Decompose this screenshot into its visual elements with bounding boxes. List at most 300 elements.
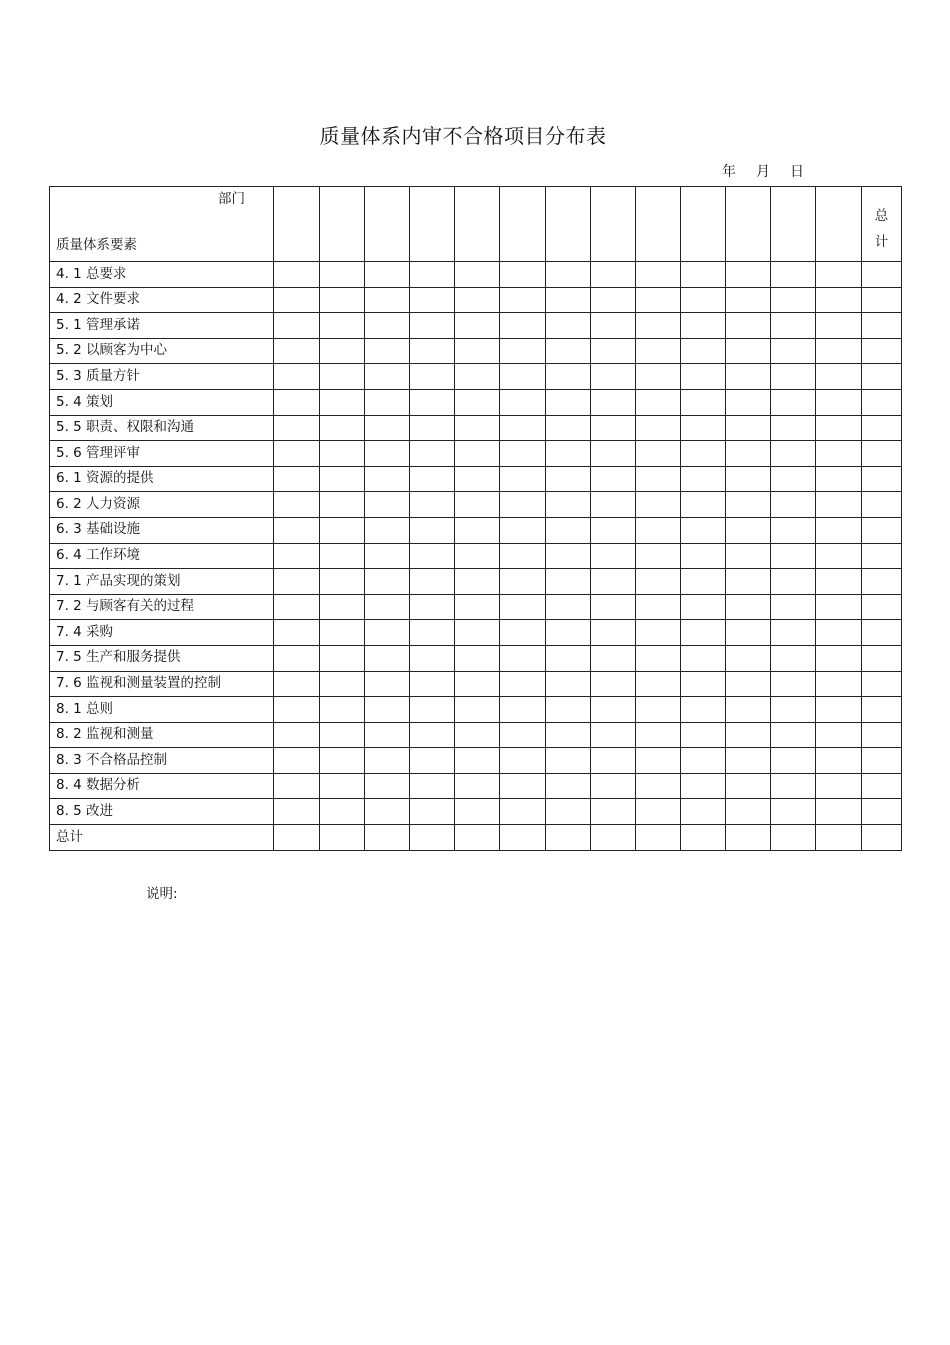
department-column-header[interactable] <box>410 187 455 262</box>
row-total-cell[interactable] <box>862 517 902 543</box>
count-cell[interactable] <box>546 313 591 339</box>
count-cell[interactable] <box>546 594 591 620</box>
count-cell[interactable] <box>771 799 816 825</box>
count-cell[interactable] <box>500 697 546 723</box>
count-cell[interactable] <box>546 671 591 697</box>
count-cell[interactable] <box>500 338 546 364</box>
count-cell[interactable] <box>455 543 500 569</box>
count-cell[interactable] <box>410 773 455 799</box>
count-cell[interactable] <box>771 569 816 595</box>
count-cell[interactable] <box>591 441 636 467</box>
count-cell[interactable] <box>726 492 771 518</box>
count-cell[interactable] <box>274 262 320 288</box>
count-cell[interactable] <box>816 697 862 723</box>
row-total-cell[interactable] <box>862 799 902 825</box>
count-cell[interactable] <box>726 799 771 825</box>
count-cell[interactable] <box>681 441 726 467</box>
count-cell[interactable] <box>726 466 771 492</box>
count-cell[interactable] <box>274 671 320 697</box>
count-cell[interactable] <box>500 389 546 415</box>
count-cell[interactable] <box>500 466 546 492</box>
count-cell[interactable] <box>410 415 455 441</box>
count-cell[interactable] <box>816 543 862 569</box>
count-cell[interactable] <box>771 338 816 364</box>
count-cell[interactable] <box>636 313 681 339</box>
count-cell[interactable] <box>410 748 455 774</box>
count-cell[interactable] <box>365 364 410 390</box>
count-cell[interactable] <box>591 466 636 492</box>
count-cell[interactable] <box>726 262 771 288</box>
count-cell[interactable] <box>365 492 410 518</box>
count-cell[interactable] <box>410 697 455 723</box>
count-cell[interactable] <box>681 389 726 415</box>
count-cell[interactable] <box>636 287 681 313</box>
row-total-cell[interactable] <box>862 697 902 723</box>
count-cell[interactable] <box>500 671 546 697</box>
count-cell[interactable] <box>636 441 681 467</box>
row-total-cell[interactable] <box>862 338 902 364</box>
count-cell[interactable] <box>410 594 455 620</box>
count-cell[interactable] <box>455 773 500 799</box>
count-cell[interactable] <box>365 389 410 415</box>
count-cell[interactable] <box>320 364 365 390</box>
count-cell[interactable] <box>816 287 862 313</box>
count-cell[interactable] <box>546 389 591 415</box>
count-cell[interactable] <box>681 543 726 569</box>
count-cell[interactable] <box>771 748 816 774</box>
row-total-cell[interactable] <box>862 313 902 339</box>
count-cell[interactable] <box>726 517 771 543</box>
department-column-header[interactable] <box>500 187 546 262</box>
count-cell[interactable] <box>274 645 320 671</box>
count-cell[interactable] <box>771 697 816 723</box>
count-cell[interactable] <box>546 748 591 774</box>
count-cell[interactable] <box>320 825 365 851</box>
count-cell[interactable] <box>500 645 546 671</box>
count-cell[interactable] <box>546 543 591 569</box>
count-cell[interactable] <box>636 517 681 543</box>
count-cell[interactable] <box>816 799 862 825</box>
count-cell[interactable] <box>681 825 726 851</box>
count-cell[interactable] <box>681 517 726 543</box>
count-cell[interactable] <box>591 594 636 620</box>
count-cell[interactable] <box>546 773 591 799</box>
count-cell[interactable] <box>726 645 771 671</box>
count-cell[interactable] <box>500 262 546 288</box>
count-cell[interactable] <box>771 364 816 390</box>
count-cell[interactable] <box>455 262 500 288</box>
count-cell[interactable] <box>816 517 862 543</box>
count-cell[interactable] <box>546 287 591 313</box>
count-cell[interactable] <box>771 620 816 646</box>
count-cell[interactable] <box>320 671 365 697</box>
count-cell[interactable] <box>455 645 500 671</box>
count-cell[interactable] <box>365 671 410 697</box>
count-cell[interactable] <box>365 466 410 492</box>
count-cell[interactable] <box>726 748 771 774</box>
row-total-cell[interactable] <box>862 722 902 748</box>
count-cell[interactable] <box>546 620 591 646</box>
count-cell[interactable] <box>410 569 455 595</box>
department-column-header[interactable] <box>771 187 816 262</box>
count-cell[interactable] <box>546 825 591 851</box>
count-cell[interactable] <box>320 594 365 620</box>
count-cell[interactable] <box>274 338 320 364</box>
count-cell[interactable] <box>365 313 410 339</box>
count-cell[interactable] <box>320 645 365 671</box>
count-cell[interactable] <box>274 825 320 851</box>
count-cell[interactable] <box>500 364 546 390</box>
row-total-cell[interactable] <box>862 748 902 774</box>
count-cell[interactable] <box>771 543 816 569</box>
count-cell[interactable] <box>500 415 546 441</box>
count-cell[interactable] <box>500 313 546 339</box>
count-cell[interactable] <box>591 543 636 569</box>
count-cell[interactable] <box>274 441 320 467</box>
count-cell[interactable] <box>320 466 365 492</box>
count-cell[interactable] <box>320 799 365 825</box>
row-total-cell[interactable] <box>862 543 902 569</box>
count-cell[interactable] <box>365 338 410 364</box>
department-column-header[interactable] <box>816 187 862 262</box>
count-cell[interactable] <box>365 517 410 543</box>
department-column-header[interactable] <box>726 187 771 262</box>
count-cell[interactable] <box>455 697 500 723</box>
count-cell[interactable] <box>455 364 500 390</box>
count-cell[interactable] <box>726 620 771 646</box>
count-cell[interactable] <box>636 645 681 671</box>
count-cell[interactable] <box>320 722 365 748</box>
count-cell[interactable] <box>816 338 862 364</box>
count-cell[interactable] <box>455 415 500 441</box>
count-cell[interactable] <box>546 517 591 543</box>
count-cell[interactable] <box>681 466 726 492</box>
count-cell[interactable] <box>771 415 816 441</box>
count-cell[interactable] <box>365 722 410 748</box>
row-total-cell[interactable] <box>862 645 902 671</box>
count-cell[interactable] <box>455 517 500 543</box>
count-cell[interactable] <box>410 466 455 492</box>
count-cell[interactable] <box>726 594 771 620</box>
count-cell[interactable] <box>274 517 320 543</box>
department-column-header[interactable] <box>591 187 636 262</box>
count-cell[interactable] <box>636 799 681 825</box>
count-cell[interactable] <box>816 492 862 518</box>
count-cell[interactable] <box>771 671 816 697</box>
count-cell[interactable] <box>546 645 591 671</box>
count-cell[interactable] <box>320 543 365 569</box>
count-cell[interactable] <box>274 543 320 569</box>
count-cell[interactable] <box>771 313 816 339</box>
count-cell[interactable] <box>816 671 862 697</box>
count-cell[interactable] <box>726 313 771 339</box>
count-cell[interactable] <box>410 338 455 364</box>
count-cell[interactable] <box>500 594 546 620</box>
count-cell[interactable] <box>500 441 546 467</box>
count-cell[interactable] <box>410 517 455 543</box>
count-cell[interactable] <box>591 313 636 339</box>
count-cell[interactable] <box>500 825 546 851</box>
count-cell[interactable] <box>636 364 681 390</box>
count-cell[interactable] <box>455 313 500 339</box>
count-cell[interactable] <box>546 799 591 825</box>
count-cell[interactable] <box>816 569 862 595</box>
count-cell[interactable] <box>546 415 591 441</box>
count-cell[interactable] <box>320 262 365 288</box>
count-cell[interactable] <box>546 697 591 723</box>
count-cell[interactable] <box>681 748 726 774</box>
count-cell[interactable] <box>681 313 726 339</box>
count-cell[interactable] <box>636 748 681 774</box>
count-cell[interactable] <box>274 722 320 748</box>
count-cell[interactable] <box>365 287 410 313</box>
count-cell[interactable] <box>726 389 771 415</box>
count-cell[interactable] <box>591 287 636 313</box>
count-cell[interactable] <box>546 364 591 390</box>
count-cell[interactable] <box>726 338 771 364</box>
count-cell[interactable] <box>365 569 410 595</box>
count-cell[interactable] <box>365 748 410 774</box>
count-cell[interactable] <box>681 594 726 620</box>
count-cell[interactable] <box>681 773 726 799</box>
count-cell[interactable] <box>365 262 410 288</box>
count-cell[interactable] <box>455 620 500 646</box>
count-cell[interactable] <box>410 364 455 390</box>
count-cell[interactable] <box>771 287 816 313</box>
count-cell[interactable] <box>771 389 816 415</box>
count-cell[interactable] <box>410 262 455 288</box>
count-cell[interactable] <box>410 799 455 825</box>
department-column-header[interactable] <box>455 187 500 262</box>
count-cell[interactable] <box>274 620 320 646</box>
count-cell[interactable] <box>455 825 500 851</box>
count-cell[interactable] <box>410 671 455 697</box>
count-cell[interactable] <box>455 287 500 313</box>
count-cell[interactable] <box>726 825 771 851</box>
count-cell[interactable] <box>365 697 410 723</box>
count-cell[interactable] <box>771 262 816 288</box>
count-cell[interactable] <box>410 287 455 313</box>
count-cell[interactable] <box>365 441 410 467</box>
count-cell[interactable] <box>455 594 500 620</box>
count-cell[interactable] <box>546 262 591 288</box>
count-cell[interactable] <box>681 645 726 671</box>
count-cell[interactable] <box>591 620 636 646</box>
count-cell[interactable] <box>636 466 681 492</box>
count-cell[interactable] <box>726 543 771 569</box>
count-cell[interactable] <box>274 697 320 723</box>
count-cell[interactable] <box>320 313 365 339</box>
count-cell[interactable] <box>636 492 681 518</box>
count-cell[interactable] <box>771 441 816 467</box>
count-cell[interactable] <box>500 492 546 518</box>
count-cell[interactable] <box>274 748 320 774</box>
count-cell[interactable] <box>726 287 771 313</box>
count-cell[interactable] <box>726 569 771 595</box>
count-cell[interactable] <box>771 722 816 748</box>
count-cell[interactable] <box>636 671 681 697</box>
row-total-cell[interactable] <box>862 825 902 851</box>
count-cell[interactable] <box>726 415 771 441</box>
count-cell[interactable] <box>320 697 365 723</box>
count-cell[interactable] <box>816 594 862 620</box>
count-cell[interactable] <box>274 364 320 390</box>
count-cell[interactable] <box>636 773 681 799</box>
count-cell[interactable] <box>591 569 636 595</box>
count-cell[interactable] <box>274 287 320 313</box>
count-cell[interactable] <box>365 415 410 441</box>
count-cell[interactable] <box>636 338 681 364</box>
count-cell[interactable] <box>816 262 862 288</box>
count-cell[interactable] <box>455 389 500 415</box>
row-total-cell[interactable] <box>862 620 902 646</box>
count-cell[interactable] <box>274 389 320 415</box>
count-cell[interactable] <box>410 722 455 748</box>
count-cell[interactable] <box>591 799 636 825</box>
count-cell[interactable] <box>771 466 816 492</box>
count-cell[interactable] <box>410 645 455 671</box>
count-cell[interactable] <box>500 748 546 774</box>
count-cell[interactable] <box>591 364 636 390</box>
count-cell[interactable] <box>726 697 771 723</box>
row-total-cell[interactable] <box>862 441 902 467</box>
count-cell[interactable] <box>636 594 681 620</box>
count-cell[interactable] <box>636 415 681 441</box>
count-cell[interactable] <box>636 722 681 748</box>
count-cell[interactable] <box>636 825 681 851</box>
department-column-header[interactable] <box>274 187 320 262</box>
count-cell[interactable] <box>681 697 726 723</box>
count-cell[interactable] <box>591 697 636 723</box>
count-cell[interactable] <box>546 338 591 364</box>
row-total-cell[interactable] <box>862 415 902 441</box>
count-cell[interactable] <box>681 722 726 748</box>
count-cell[interactable] <box>365 773 410 799</box>
count-cell[interactable] <box>500 569 546 595</box>
count-cell[interactable] <box>455 569 500 595</box>
count-cell[interactable] <box>274 313 320 339</box>
count-cell[interactable] <box>500 722 546 748</box>
department-column-header[interactable] <box>365 187 410 262</box>
department-column-header[interactable] <box>320 187 365 262</box>
count-cell[interactable] <box>500 799 546 825</box>
count-cell[interactable] <box>816 389 862 415</box>
count-cell[interactable] <box>816 415 862 441</box>
count-cell[interactable] <box>636 389 681 415</box>
count-cell[interactable] <box>500 517 546 543</box>
count-cell[interactable] <box>320 569 365 595</box>
count-cell[interactable] <box>591 389 636 415</box>
count-cell[interactable] <box>681 492 726 518</box>
count-cell[interactable] <box>726 671 771 697</box>
count-cell[interactable] <box>681 364 726 390</box>
count-cell[interactable] <box>681 620 726 646</box>
count-cell[interactable] <box>500 773 546 799</box>
count-cell[interactable] <box>681 671 726 697</box>
count-cell[interactable] <box>636 620 681 646</box>
count-cell[interactable] <box>274 799 320 825</box>
count-cell[interactable] <box>816 466 862 492</box>
count-cell[interactable] <box>681 287 726 313</box>
count-cell[interactable] <box>591 671 636 697</box>
row-total-cell[interactable] <box>862 594 902 620</box>
count-cell[interactable] <box>410 389 455 415</box>
count-cell[interactable] <box>636 697 681 723</box>
count-cell[interactable] <box>816 313 862 339</box>
count-cell[interactable] <box>681 415 726 441</box>
count-cell[interactable] <box>274 492 320 518</box>
count-cell[interactable] <box>546 569 591 595</box>
count-cell[interactable] <box>500 620 546 646</box>
row-total-cell[interactable] <box>862 389 902 415</box>
count-cell[interactable] <box>726 773 771 799</box>
count-cell[interactable] <box>365 825 410 851</box>
count-cell[interactable] <box>320 773 365 799</box>
count-cell[interactable] <box>455 338 500 364</box>
count-cell[interactable] <box>274 466 320 492</box>
count-cell[interactable] <box>320 517 365 543</box>
count-cell[interactable] <box>500 287 546 313</box>
count-cell[interactable] <box>546 722 591 748</box>
count-cell[interactable] <box>771 594 816 620</box>
count-cell[interactable] <box>500 543 546 569</box>
department-column-header[interactable] <box>681 187 726 262</box>
row-total-cell[interactable] <box>862 287 902 313</box>
count-cell[interactable] <box>636 543 681 569</box>
row-total-cell[interactable] <box>862 262 902 288</box>
count-cell[interactable] <box>455 441 500 467</box>
count-cell[interactable] <box>455 466 500 492</box>
count-cell[interactable] <box>274 415 320 441</box>
count-cell[interactable] <box>816 748 862 774</box>
count-cell[interactable] <box>591 748 636 774</box>
count-cell[interactable] <box>816 773 862 799</box>
count-cell[interactable] <box>410 492 455 518</box>
count-cell[interactable] <box>455 748 500 774</box>
count-cell[interactable] <box>320 620 365 646</box>
row-total-cell[interactable] <box>862 671 902 697</box>
count-cell[interactable] <box>274 594 320 620</box>
count-cell[interactable] <box>320 415 365 441</box>
count-cell[interactable] <box>591 722 636 748</box>
count-cell[interactable] <box>410 543 455 569</box>
count-cell[interactable] <box>410 620 455 646</box>
count-cell[interactable] <box>320 338 365 364</box>
count-cell[interactable] <box>726 364 771 390</box>
count-cell[interactable] <box>816 645 862 671</box>
count-cell[interactable] <box>636 569 681 595</box>
department-column-header[interactable] <box>636 187 681 262</box>
count-cell[interactable] <box>771 517 816 543</box>
count-cell[interactable] <box>591 517 636 543</box>
count-cell[interactable] <box>816 620 862 646</box>
count-cell[interactable] <box>365 799 410 825</box>
department-column-header[interactable] <box>546 187 591 262</box>
count-cell[interactable] <box>636 262 681 288</box>
count-cell[interactable] <box>681 262 726 288</box>
count-cell[interactable] <box>274 569 320 595</box>
count-cell[interactable] <box>320 287 365 313</box>
count-cell[interactable] <box>816 441 862 467</box>
count-cell[interactable] <box>455 671 500 697</box>
count-cell[interactable] <box>320 492 365 518</box>
row-total-cell[interactable] <box>862 466 902 492</box>
count-cell[interactable] <box>681 338 726 364</box>
count-cell[interactable] <box>591 415 636 441</box>
row-total-cell[interactable] <box>862 773 902 799</box>
count-cell[interactable] <box>771 645 816 671</box>
count-cell[interactable] <box>591 492 636 518</box>
